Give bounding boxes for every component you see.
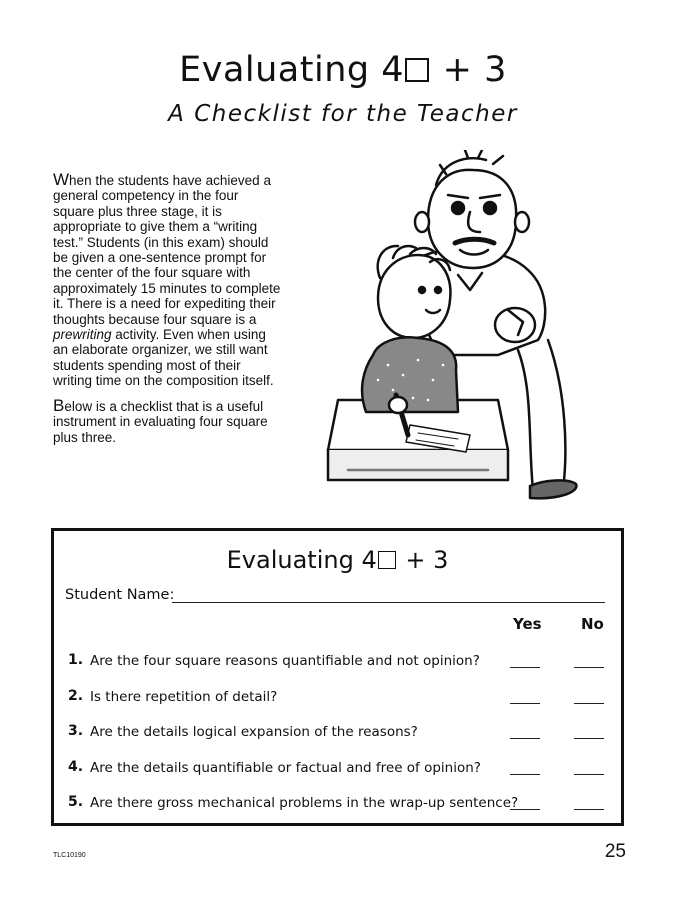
- item-number: 5.: [68, 794, 84, 810]
- item-question: Are there gross mechanical problems in the wrap-up sentence?: [90, 795, 519, 811]
- item-number: 3.: [68, 723, 84, 739]
- item-number: 4.: [68, 758, 84, 775]
- page-number: 25: [604, 841, 626, 862]
- no-blank[interactable]: [574, 703, 604, 704]
- yes-blank[interactable]: [510, 703, 540, 704]
- student-name-label: Student Name:: [65, 587, 175, 603]
- item-question: Is there repetition of detail?: [90, 688, 278, 705]
- student-name-field[interactable]: [172, 602, 605, 603]
- product-code: TLC10190: [53, 852, 86, 859]
- square-icon: [378, 551, 396, 569]
- intro-paragraph-1: When the students have achieved a general competency in the four square plus three stage, it is appropriate to give them a “writing test.” Students (in this exam) should be given a one-sentence prompt for the center of the four square with approximately 15 minutes to complete it. There is a need for expediting their thoughts because four square is a prewriting activity. Even when using an elaborate organizer, we still want students spending most of their writing time on the composition itself.: [53, 170, 281, 389]
- no-blank[interactable]: [574, 667, 604, 668]
- yes-column-header: Yes: [513, 615, 542, 633]
- checklist-item: [68, 723, 613, 759]
- checklist-items: [68, 652, 613, 830]
- no-blank[interactable]: [574, 738, 604, 739]
- no-blank[interactable]: [574, 809, 604, 810]
- no-blank[interactable]: [574, 774, 604, 775]
- yes-blank[interactable]: [510, 738, 540, 739]
- intro-paragraph-2: Below is a checklist that is a useful instrument in evaluating four square plus three.: [53, 395, 268, 445]
- no-column-header: No: [581, 615, 604, 633]
- checklist-item: [68, 759, 613, 795]
- evaluation-checklist: [51, 528, 624, 826]
- checklist-item: [68, 794, 613, 830]
- teacher-student-illustration: [318, 150, 580, 512]
- page-subtitle: A Checklist for the Teacher: [168, 101, 518, 127]
- item-question: Are the details quantifiable or factual and free of opinion?: [90, 759, 481, 776]
- yes-blank[interactable]: [510, 667, 540, 668]
- intro-text: [53, 172, 281, 454]
- page-title: Evaluating 4 + 3: [179, 50, 507, 90]
- checklist-item: [68, 652, 613, 688]
- item-question: Are the details logical expansion of the reasons?: [90, 724, 418, 740]
- item-question: Are the four square reasons quantifiable and not opinion?: [90, 653, 480, 669]
- checklist-title: Evaluating 4 + 3: [226, 546, 449, 574]
- yes-blank[interactable]: [510, 774, 540, 775]
- yes-blank[interactable]: [510, 809, 540, 810]
- checklist-item: [68, 688, 613, 724]
- item-number: 1.: [68, 652, 84, 668]
- item-number: 2.: [68, 687, 84, 704]
- square-icon: [405, 58, 429, 82]
